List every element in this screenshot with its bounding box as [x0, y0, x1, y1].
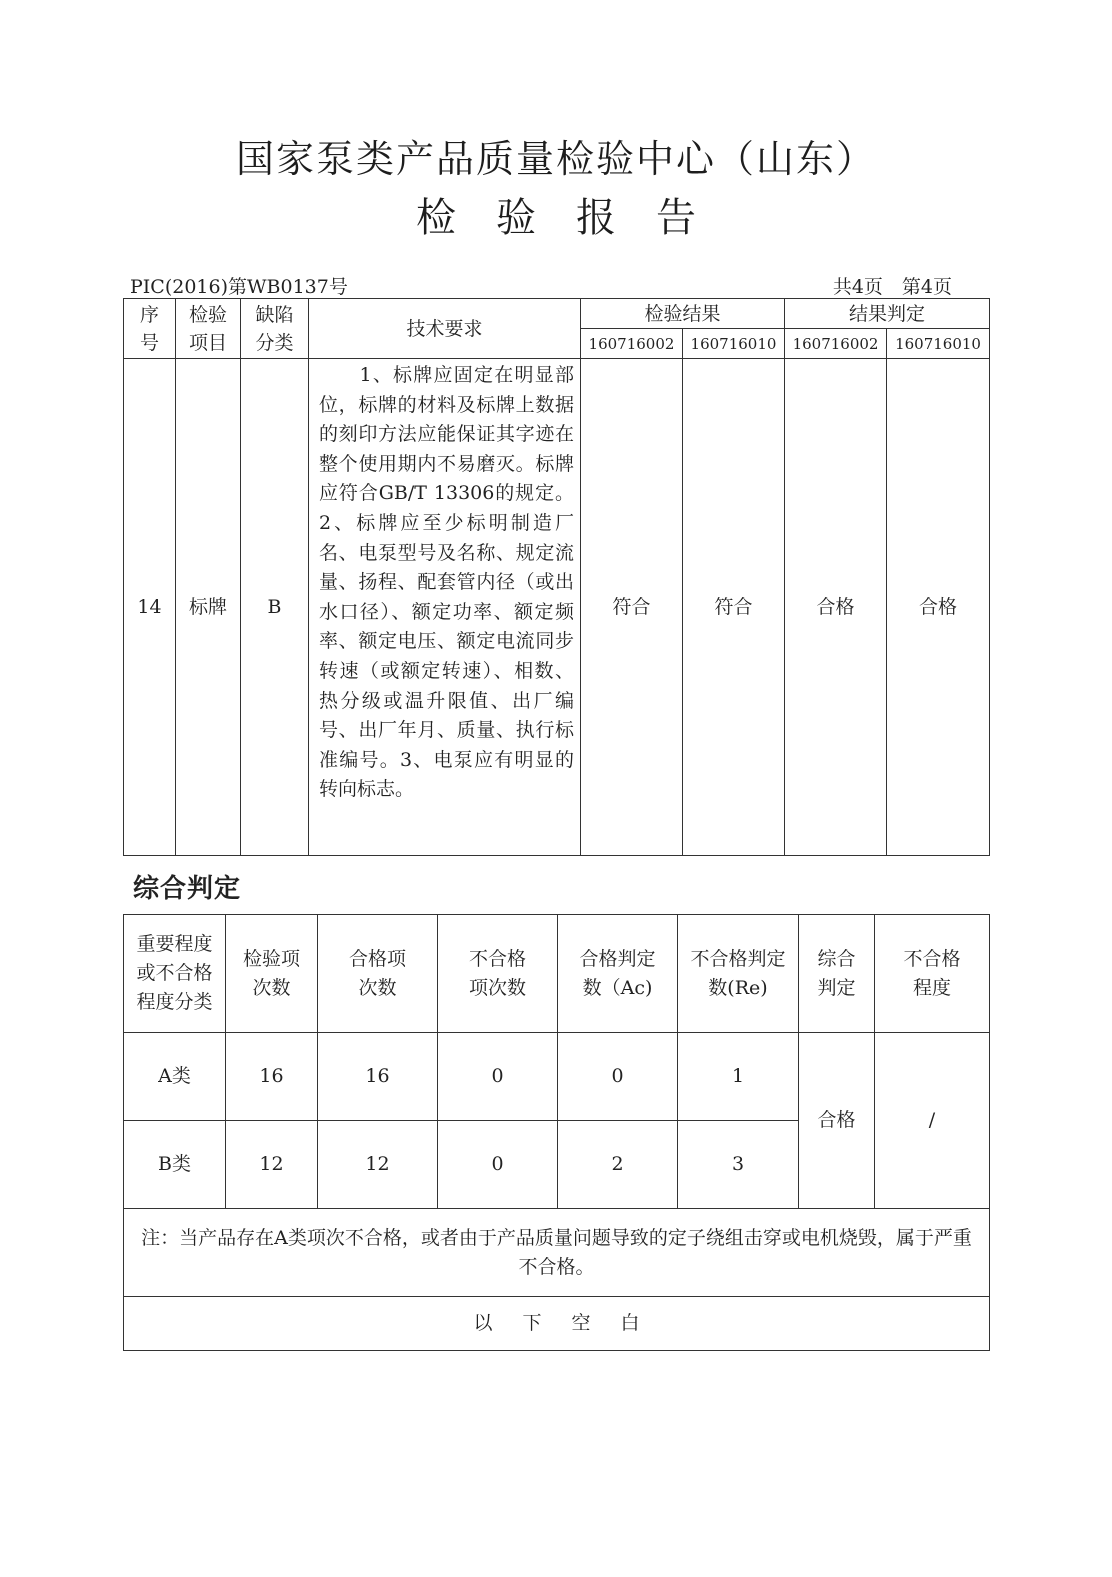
cell-judgment: 合格	[785, 359, 887, 856]
header-re: 不合格判定数(Re)	[678, 915, 799, 1033]
header-seq: 序号	[124, 299, 176, 359]
header-sample: 160716010	[887, 329, 990, 359]
report-number: PIC(2016)第WB0137号	[130, 276, 348, 298]
cell-inspected: 12	[226, 1121, 318, 1209]
table-row	[124, 1033, 990, 1121]
page-subtitle: 检验报告	[416, 195, 736, 241]
header-inspected: 检验项次数	[226, 915, 318, 1033]
header-category: 重要程度或不合格程度分类	[124, 915, 226, 1033]
header-requirement: 技术要求	[309, 299, 581, 359]
page-info: 共4页 第4页	[832, 276, 952, 298]
cell-requirement: 1、标牌应固定在明显部位，标牌的材料及标牌上数据的刻印方法应能保证其字迹在整个使用期内不易磨灭。标牌应符合GB/T 13306的规定。2、标牌应至少标明制造厂名、电泵型号及名称、规定流量、扬程、配套管内径（或出水口径）、额定功率、额定频率、额定电压、额定电流同步转速（或额定转速）、相数、热分级或温升限值、出厂编号、出厂年月、质量、执行标准编号。3、电泵应有明显的转向标志。	[309, 359, 581, 856]
header-sample: 160716010	[683, 329, 785, 359]
header-ac: 合格判定数（Ac)	[558, 915, 678, 1033]
cell-result: 符合	[581, 359, 683, 856]
cell-unqualified: 0	[438, 1033, 558, 1121]
cell-unqualified: 0	[438, 1121, 558, 1209]
table-row	[124, 359, 990, 856]
blank-marker: 以下空白	[124, 1297, 990, 1351]
section-title: 综合判定	[133, 874, 242, 904]
cell-judgment: 合格	[887, 359, 990, 856]
cell-re: 1	[678, 1033, 799, 1121]
header-sample: 160716002	[785, 329, 887, 359]
header-qualified: 合格项次数	[318, 915, 438, 1033]
cell-seq: 14	[124, 359, 176, 856]
cell-item: 标牌	[176, 359, 241, 856]
cell-category: B类	[124, 1121, 226, 1209]
cell-ac: 2	[558, 1121, 678, 1209]
cell-re: 3	[678, 1121, 799, 1209]
header-unqualified: 不合格项次数	[438, 915, 558, 1033]
header-results: 检验结果	[581, 299, 785, 329]
header-degree: 不合格程度	[875, 915, 990, 1033]
cell-result: 符合	[683, 359, 785, 856]
cell-inspected: 16	[226, 1033, 318, 1121]
cell-degree: /	[875, 1033, 990, 1209]
cell-category: A类	[124, 1033, 226, 1121]
header-sample: 160716002	[581, 329, 683, 359]
header-item: 检验项目	[176, 299, 241, 359]
inspection-table	[123, 298, 990, 856]
header-judgment: 结果判定	[785, 299, 990, 329]
cell-qualified: 12	[318, 1121, 438, 1209]
cell-qualified: 16	[318, 1033, 438, 1121]
cell-overall: 合格	[799, 1033, 875, 1209]
note-text: 注：当产品存在A类项次不合格，或者由于产品质量问题导致的定子绕组击穿或电机烧毁，属于严重不合格。	[124, 1209, 990, 1297]
cell-ac: 0	[558, 1033, 678, 1121]
page-title: 国家泵类产品质量检验中心（山东）	[235, 137, 876, 181]
header-overall: 综合判定	[799, 915, 875, 1033]
cell-defect: B	[241, 359, 309, 856]
summary-table	[123, 914, 990, 1351]
header-defect: 缺陷分类	[241, 299, 309, 359]
